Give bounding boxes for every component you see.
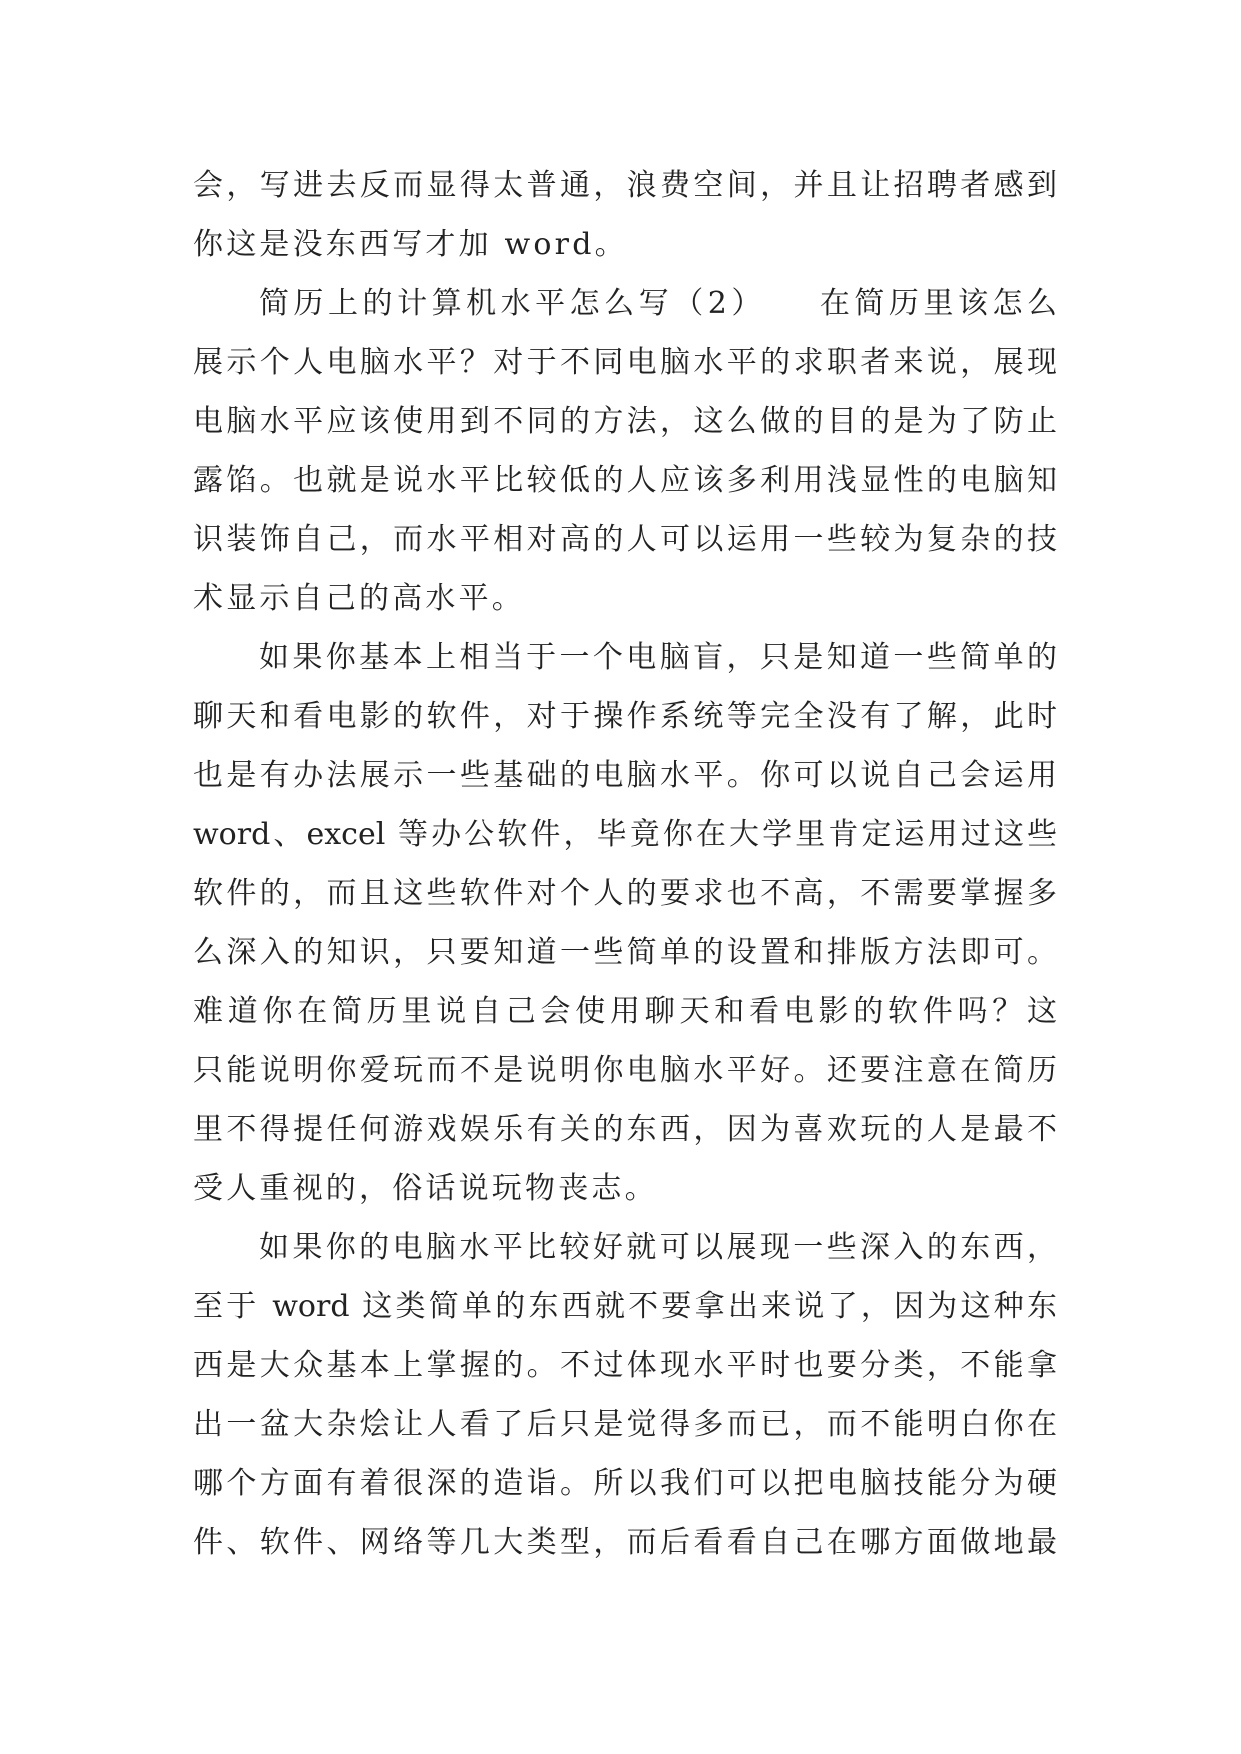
paragraph bbox=[193, 156, 1057, 274]
text-line: 露馅。也就是说水平比较低的人应该多利用浅显性的电脑知 bbox=[193, 463, 1057, 498]
text-line: 件、软件、网络等几大类型，而后看看自己在哪方面做地最 bbox=[193, 1525, 1057, 1560]
text-line: 如果你基本上相当于一个电脑盲，只是知道一些简单的 bbox=[259, 640, 1057, 675]
text-line: 你这是没东西写才加 word。 bbox=[193, 227, 628, 262]
text-line: 至于 word 这类简单的东西就不要拿出来说了，因为这种东 bbox=[193, 1289, 1057, 1324]
text-line: 如果你的电脑水平比较好就可以展现一些深入的东西， bbox=[259, 1230, 1057, 1265]
text-line: 术显示自己的高水平。 bbox=[193, 581, 525, 616]
text-line: 难道你在简历里说自己会使用聊天和看电影的软件吗？这 bbox=[193, 994, 1057, 1029]
text-line: 受人重视的，俗话说玩物丧志。 bbox=[193, 1171, 658, 1206]
text-line: 么深入的知识，只要知道一些简单的设置和排版方法即可。 bbox=[193, 935, 1057, 970]
paragraph bbox=[193, 1218, 1057, 1572]
text-line: 展示个人电脑水平？对于不同电脑水平的求职者来说，展现 bbox=[193, 345, 1057, 380]
document-page bbox=[193, 156, 1057, 1572]
text-line: 也是有办法展示一些基础的电脑水平。你可以说自己会运用 bbox=[193, 758, 1057, 793]
text-line: 聊天和看电影的软件，对于操作系统等完全没有了解，此时 bbox=[193, 699, 1057, 734]
text-line: word、excel 等办公软件，毕竟你在大学里肯定运用过这些 bbox=[193, 817, 1057, 852]
text-line: 简历上的计算机水平怎么写（2） 在简历里该怎么 bbox=[259, 286, 1057, 321]
text-line: 会，写进去反而显得太普通，浪费空间，并且让招聘者感到 bbox=[193, 168, 1057, 203]
text-line: 只能说明你爱玩而不是说明你电脑水平好。还要注意在简历 bbox=[193, 1053, 1057, 1088]
text-line: 软件的，而且这些软件对个人的要求也不高，不需要掌握多 bbox=[193, 876, 1057, 911]
text-line: 识装饰自己，而水平相对高的人可以运用一些较为复杂的技 bbox=[193, 522, 1057, 557]
paragraph bbox=[193, 628, 1057, 1218]
text-line: 电脑水平应该使用到不同的方法，这么做的目的是为了防止 bbox=[193, 404, 1057, 439]
text-line: 西是大众基本上掌握的。不过体现水平时也要分类，不能拿 bbox=[193, 1348, 1057, 1383]
paragraph bbox=[193, 274, 1057, 628]
text-line: 里不得提任何游戏娱乐有关的东西，因为喜欢玩的人是最不 bbox=[193, 1112, 1057, 1147]
text-line: 哪个方面有着很深的造诣。所以我们可以把电脑技能分为硬 bbox=[193, 1466, 1057, 1501]
text-line: 出一盆大杂烩让人看了后只是觉得多而已，而不能明白你在 bbox=[193, 1407, 1057, 1442]
